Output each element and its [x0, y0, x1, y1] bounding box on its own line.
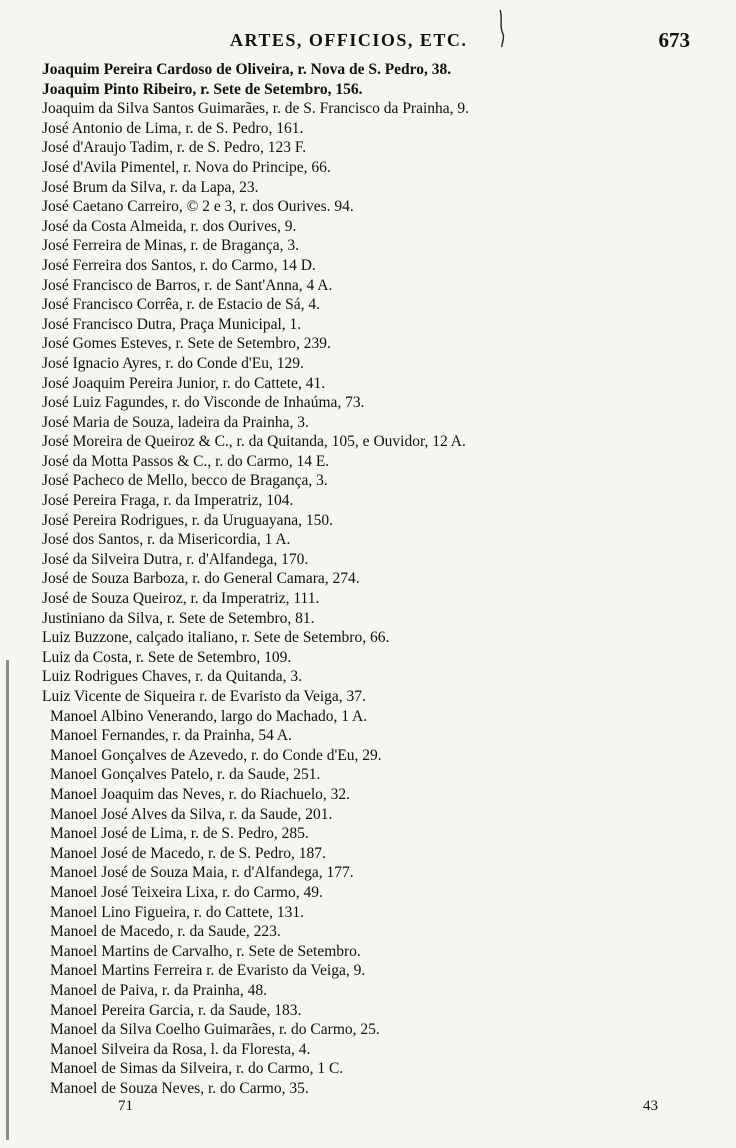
list-item: José Ferreira de Minas, r. de Bragança, 3. — [42, 237, 299, 255]
list-item: José de Souza Queiroz, r. da Imperatriz, 111. — [42, 590, 320, 608]
page-title: ARTES, OFFICIOS, ETC. — [230, 30, 468, 50]
list-item: José Francisco Dutra, Praça Municipal, 1. — [42, 315, 302, 333]
list-item: José Maria de Souza, ladeira da Prainha, 3. — [42, 413, 309, 431]
list-item: Manoel Martins de Carvalho, r. Sete de Setembro. — [50, 942, 361, 960]
list-item: Manoel Silveira da Rosa, l. da Floresta, 4. — [50, 1040, 311, 1058]
list-item: José dos Santos, r. da Misericordia, 1 A. — [42, 531, 291, 549]
list-item: Manoel Gonçalves Patelo, r. da Saude, 251. — [50, 766, 321, 784]
list-item: Luiz Buzzone, calçado italiano, r. Sete de Setembro, 66. — [42, 629, 390, 647]
list-item: José da Silveira Dutra, r. d'Alfandega, 170. — [42, 550, 309, 568]
ink-mark-icon — [498, 8, 506, 48]
list-item: Manoel Albino Venerando, largo do Machado, 1 A. — [50, 707, 368, 725]
signature-mark: 71 — [118, 1098, 133, 1114]
list-item: Justiniano da Silva, r. Sete de Setembro, 81. — [42, 609, 315, 627]
list-item: José Ignacio Ayres, r. do Conde d'Eu, 129. — [42, 354, 304, 372]
list-item: José de Souza Barboza, r. do General Camara, 274. — [42, 570, 360, 588]
list-item: José Pereira Rodrigues, r. da Uruguayana, 150. — [42, 511, 333, 529]
page-number: 673 — [658, 28, 690, 52]
list-item: Manoel José de Souza Maia, r. d'Alfandega, 177. — [50, 864, 354, 882]
list-item: Manoel Gonçalves de Azevedo, r. do Conde d'Eu, 29. — [50, 746, 382, 764]
list-item: Manoel José de Macedo, r. de S. Pedro, 187. — [50, 844, 326, 862]
list-item: Manoel de Macedo, r. da Saude, 223. — [50, 923, 281, 941]
list-item: José d'Araujo Tadim, r. de S. Pedro, 123 F. — [42, 139, 307, 157]
list-item: José Joaquim Pereira Junior, r. do Cattete, 41. — [42, 374, 326, 392]
list-item: José Pereira Fraga, r. da Imperatriz, 104. — [42, 492, 294, 510]
list-item: Manoel de Souza Neves, r. do Carmo, 35. — [50, 1079, 309, 1097]
list-item: José Luiz Fagundes, r. do Visconde de Inhaúma, 73. — [42, 394, 365, 412]
list-item: Manoel de Simas da Silveira, r. do Carmo, 1 C. — [50, 1060, 344, 1078]
list-item: Manoel da Silva Coelho Guimarães, r. do Carmo, 25. — [50, 1021, 380, 1039]
list-item: José Pacheco de Mello, becco de Bragança, 3. — [42, 472, 328, 490]
list-item: Luiz Vicente de Siqueira r. de Evaristo da Veiga, 37. — [42, 688, 366, 705]
list-item: Joaquim Pereira Cardoso de Oliveira, r. Nova de S. Pedro, 38. — [42, 61, 452, 78]
footer-number: 43 — [643, 1098, 658, 1114]
list-item: Manoel Joaquim das Neves, r. do Riachuelo, 32. — [50, 785, 351, 803]
list-item: José Gomes Esteves, r. Sete de Setembro, 239. — [42, 335, 331, 353]
list-item: Manoel José Alves da Silva, r. da Saude, 201. — [50, 805, 333, 823]
list-item: Manoel Lino Figueira, r. do Cattete, 131. — [50, 903, 304, 921]
list-item: José da Motta Passos & C., r. do Carmo, 14 E. — [42, 452, 330, 470]
binding-edge-mark — [6, 660, 9, 1140]
entry-list — [42, 60, 702, 1098]
list-item: Joaquim Pinto Ribeiro, r. Sete de Setembro, 156. — [42, 80, 363, 98]
list-item: Manoel Fernandes, r. da Prainha, 54 A. — [50, 727, 292, 745]
list-item: Luiz da Costa, r. Sete de Setembro, 109. — [42, 648, 292, 666]
list-item: José Antonio de Lima, r. de S. Pedro, 161. — [42, 119, 304, 137]
list-item: José Brum da Silva, r. da Lapa, 23. — [42, 178, 259, 196]
list-item: Manoel Martins Ferreira r. de Evaristo da Veiga, 9. — [50, 962, 366, 980]
list-item: José Francisco Corrêa, r. de Estacio de Sá, 4. — [42, 296, 321, 314]
list-item: José da Costa Almeida, r. dos Ourives, 9. — [42, 217, 297, 235]
list-item: José d'Avila Pimentel, r. Nova do Principe, 66. — [42, 158, 331, 176]
list-item: Luiz Rodrigues Chaves, r. da Quitanda, 3. — [42, 668, 303, 686]
list-item: Manoel de Paiva, r. da Prainha, 48. — [50, 981, 267, 999]
list-item: Manoel Pereira Garcia, r. da Saude, 183. — [50, 1001, 302, 1019]
page-header — [0, 28, 736, 56]
list-item: Joaquim da Silva Santos Guimarães, r. de S. Francisco da Prainha, 9. — [42, 100, 470, 118]
page-footer — [0, 1098, 736, 1120]
list-item: Manoel José Teixeira Lixa, r. do Carmo, 49. — [50, 883, 323, 901]
list-item: José Moreira de Queiroz & C., r. da Quitanda, 105, e Ouvidor, 12 A. — [42, 433, 466, 451]
list-item: Manoel José de Lima, r. de S. Pedro, 285. — [50, 825, 309, 843]
list-item: José Ferreira dos Santos, r. do Carmo, 14 D. — [42, 256, 316, 274]
list-item: José Caetano Carreiro, © 2 e 3, r. dos Ourives. 94. — [42, 198, 354, 216]
list-item: José Francisco de Barros, r. de Sant'Anna, 4 A. — [42, 276, 333, 294]
